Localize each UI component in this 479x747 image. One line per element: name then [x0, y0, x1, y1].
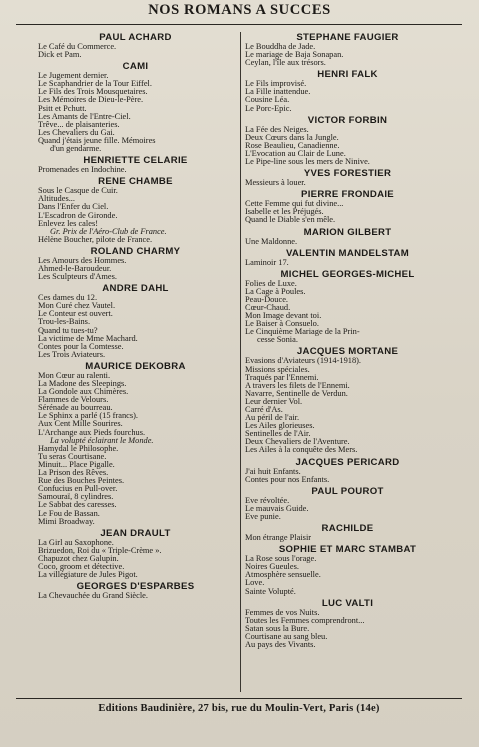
- book-title: Rose Beaulieu, Canadienne.: [245, 141, 340, 150]
- book-title: Sentinelles de l'Air.: [245, 430, 311, 439]
- book-title: Femmes de vos Nuits.: [245, 608, 320, 617]
- author-name: VALENTIN MANDELSTAM: [285, 247, 410, 259]
- book-title: Altitudes...: [38, 195, 75, 204]
- book-title: Rue des Bouches Peintes.: [38, 477, 125, 486]
- book-title: Chapuzot chez Galupin.: [38, 554, 119, 563]
- book-title: Psitt et Pchutt.: [38, 104, 87, 113]
- book-title: Les Sculpteurs d'Ames.: [38, 273, 117, 282]
- book-title: Noires Gueules.: [245, 563, 299, 572]
- book-title: Les Mémoires de Dieu-le-Père.: [38, 96, 144, 105]
- book-title: Carré d'As.: [245, 406, 283, 414]
- book-title: Mon Cœur au ralenti.: [38, 371, 111, 380]
- book-title: Traqués par l'Ennemi.: [245, 373, 319, 382]
- book-title: Cousine Léa.: [245, 96, 290, 105]
- author-name: VICTOR FORBIN: [307, 114, 388, 126]
- book-title: Eve punie.: [245, 512, 281, 521]
- book-title: La villégiature de Jules Pigot.: [38, 571, 138, 580]
- book-title: Les Trois Aviateurs.: [38, 350, 106, 359]
- author-name: PIERRE FRONDAIE: [301, 189, 394, 201]
- footer-rule: [16, 698, 462, 699]
- book-title: Le Sphinx a parlé (15 francs).: [38, 412, 138, 421]
- book-title: Contes pour la Comtesse.: [38, 342, 124, 351]
- book-title: La Girl au Saxophone.: [38, 538, 114, 547]
- book-title: Mon étrange Plaisir: [245, 534, 312, 543]
- author-name: HENRIETTE CELARIE: [83, 155, 188, 167]
- page-heading: NOS ROMANS A SUCCES: [148, 2, 331, 18]
- book-title: Flammes de Velours.: [38, 396, 109, 405]
- book-title: Quand le Diable s'en mêle.: [245, 216, 336, 225]
- book-title: La volupté éclairant le Monde.: [50, 436, 154, 445]
- book-title: Le Pipe-line sous les mers de Ninive.: [245, 158, 370, 167]
- book-title: Courtisane au sang bleu.: [245, 632, 328, 641]
- book-title: L'Escadron de Gironde.: [38, 211, 118, 220]
- author-name: MAURICE DEKOBRA: [85, 360, 186, 372]
- book-title: A travers les filets de l'Ennemi.: [245, 381, 350, 390]
- book-title: Navarre, Sentinelle de Verdun.: [245, 389, 348, 398]
- book-title: Le Cinquième Mariage de la Prin-: [245, 328, 360, 337]
- book-title: Confucius en Pull-over.: [38, 485, 118, 494]
- left-column: [38, 30, 233, 600]
- author-name: HENRI FALK: [317, 69, 378, 81]
- book-title: Les Amours des Hommes.: [38, 256, 127, 265]
- book-title: Hélène Boucher, pilote de France.: [38, 235, 153, 244]
- book-title: Les Ailes à la conquête des Mers.: [245, 446, 358, 455]
- book-title: Les Chevaliers du Gai.: [38, 128, 115, 137]
- top-rule: [16, 24, 462, 25]
- book-title: Satan sous la Bure.: [245, 624, 310, 633]
- book-title: Le mauvais Guide.: [245, 504, 309, 513]
- book-title: Le Fils improvisé.: [245, 80, 307, 89]
- book-title: Les Amants de l'Entre-Ciel.: [38, 112, 131, 121]
- book-title: La victime de Mme Machard.: [38, 334, 138, 343]
- book-title: Contes pour nos Enfants.: [245, 475, 330, 484]
- book-title: La Fée des Neiges.: [245, 125, 309, 134]
- book-title: Trou-les-Bains.: [38, 318, 91, 327]
- book-title: Le Scaphandrier de la Tour Eiffel.: [38, 80, 152, 89]
- author-name: PAUL ACHARD: [99, 32, 172, 43]
- book-title: d'un gendarme.: [50, 145, 102, 154]
- book-title: Mimi Broadway.: [38, 517, 95, 526]
- book-title: La Gondole aux Chimères.: [38, 388, 129, 397]
- book-title: Leur dernier Vol.: [245, 397, 303, 406]
- book-title: Le Bouddha de Jade.: [245, 43, 316, 51]
- book-title: Toutes les Femmes comprendront...: [245, 616, 365, 625]
- book-title: Dans l'Enfer du Ciel.: [38, 203, 109, 212]
- book-title: Tu seras Courtisane.: [38, 452, 107, 461]
- author-name: SOPHIE ET MARC STAMBAT: [278, 544, 417, 556]
- book-title: Missions spéciales.: [245, 365, 310, 374]
- author-name: RENE CHAMBE: [98, 176, 173, 188]
- book-title: Le Conteur est ouvert.: [38, 310, 113, 319]
- book-title: La Cage à Poules.: [245, 287, 306, 296]
- book-title: Coco, groom et détective.: [38, 562, 125, 571]
- book-title: Le Jugement dernier.: [38, 72, 109, 81]
- book-title: Love.: [245, 579, 265, 588]
- author-name: JEAN DRAULT: [100, 527, 171, 539]
- book-title: Brizuedon, Roi du « Triple-Crème ».: [38, 546, 162, 555]
- author-name: MARION GILBERT: [303, 226, 392, 238]
- book-title: Folies de Luxe.: [245, 279, 297, 288]
- book-title: La Fille inattendue.: [245, 88, 311, 97]
- book-title: Hamydal le Philosophe.: [38, 444, 119, 453]
- book-title: Gr. Prix de l'Aéro-Club de France.: [50, 227, 167, 236]
- book-title: Les Ailes glorieuses.: [245, 422, 315, 431]
- book-title: L'Evocation au Clair de Lune.: [245, 149, 346, 158]
- book-title: Sainte Volupté.: [245, 587, 296, 596]
- book-title: Au péril de l'air.: [245, 414, 300, 423]
- book-title: Cœur-Chaud.: [245, 303, 291, 312]
- book-title: Une Maldonne.: [245, 237, 298, 246]
- book-title: Ces dames du 12.: [38, 294, 98, 303]
- book-title: Mon Image devant toi.: [245, 312, 322, 321]
- book-title: Laminoir 17.: [245, 258, 289, 267]
- book-title: Eve révoltée.: [245, 496, 290, 505]
- book-title: Le Baiser à Consuelo.: [245, 320, 319, 329]
- book-title: Peau-Douce.: [245, 295, 289, 304]
- author-name: MICHEL GEORGES-MICHEL: [280, 268, 415, 280]
- author-name: CAMI: [122, 61, 149, 73]
- author-name: PAUL POUROT: [311, 485, 384, 497]
- book-title: Samouraï, 8 cylindres.: [38, 493, 114, 502]
- book-title: Messieurs à louer.: [245, 179, 306, 188]
- author-name: STEPHANE FAUGIER: [296, 32, 399, 43]
- book-title: Cette Femme qui fut divine...: [245, 200, 344, 209]
- author-name: RACHILDE: [321, 523, 374, 535]
- book-title: La Prison des Rêves.: [38, 469, 109, 478]
- book-title: Quand tu tues-tu?: [38, 326, 98, 335]
- author-name: GEORGES D'ESPARBES: [76, 581, 195, 593]
- book-title: Ceylan, l'île aux trésors.: [245, 59, 326, 68]
- book-title: Isabelle et les Préjugés.: [245, 208, 324, 217]
- book-title: L'Archange aux Pieds fourchus.: [38, 428, 146, 437]
- book-title: Atmosphère sensuelle.: [245, 571, 321, 580]
- book-title: Le mariage de Baja Sonapan.: [245, 51, 344, 60]
- column-divider: [240, 32, 241, 692]
- book-title: Quand j'étais jeune fille. Mémoires: [38, 136, 156, 145]
- publisher-footer: Editions Baudinière, 27 bis, rue du Moulin-Vert, Paris (14e): [98, 703, 380, 714]
- book-title: J'ai huit Enfants.: [245, 467, 301, 476]
- author-name: LUC VALTI: [321, 597, 374, 609]
- book-title: La Rose sous l'orage.: [245, 555, 317, 564]
- book-title: Minuit... Place Pigalle.: [38, 460, 115, 469]
- book-title: Sérénade au bourreau.: [38, 404, 113, 413]
- book-title: La Madone des Sleepings.: [38, 380, 127, 388]
- book-title: Dick et Pam.: [38, 51, 82, 60]
- book-title: Trêve... de plaisanteries.: [38, 120, 120, 129]
- book-title: Enlevez les cales!: [38, 219, 98, 228]
- book-title: Aux Cent Mille Sourires.: [38, 420, 123, 429]
- author-name: JACQUES MORTANE: [296, 346, 399, 358]
- book-title: Au pays des Vivants.: [245, 640, 316, 649]
- book-title: Deux Chevaliers de l'Aventure.: [245, 438, 350, 447]
- book-title: Ahmed-le-Baroudeur.: [38, 264, 112, 273]
- book-title: Le Café du Commerce.: [38, 43, 117, 51]
- book-title: Deux Cœurs dans la Jungle.: [245, 133, 339, 142]
- book-title: Le Porc-Epic.: [245, 104, 292, 113]
- book-title: Le Fils des Trois Mousquetaires.: [38, 88, 148, 97]
- book-title: cesse Sonia.: [257, 336, 298, 345]
- author-name: ROLAND CHARMY: [90, 245, 181, 257]
- book-title: La Chevauchée du Grand Siècle.: [38, 592, 148, 601]
- author-name: YVES FORESTIER: [303, 168, 392, 180]
- author-name: ANDRE DAHL: [102, 283, 169, 295]
- author-name: JACQUES PERICARD: [295, 456, 400, 468]
- book-title: Mon Curé chez Vautel.: [38, 302, 116, 311]
- book-title: Sous le Casque de Cuir.: [38, 187, 118, 196]
- book-title: Le Fou de Bassan.: [38, 509, 100, 518]
- book-title: Le Sabbat des caresses.: [38, 501, 117, 510]
- right-column: [245, 30, 450, 649]
- book-title: Evasions d'Aviateurs (1914-1918).: [245, 357, 362, 366]
- book-title: Promenades en Indochine.: [38, 166, 127, 175]
